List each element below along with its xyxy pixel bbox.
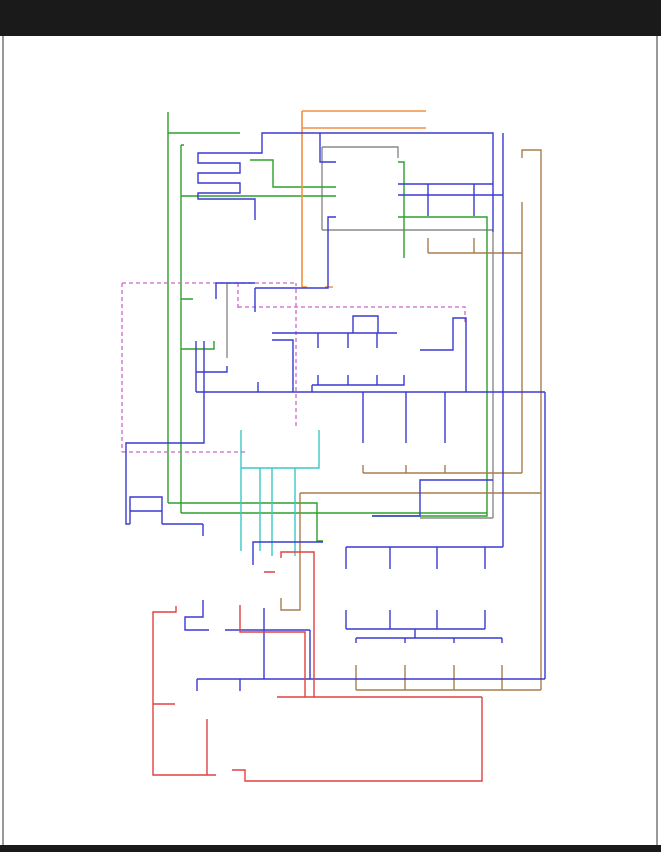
figure-header-bar	[0, 0, 661, 36]
page-border-left	[2, 36, 4, 845]
figure-footer-bar	[0, 845, 661, 852]
page-border-right	[656, 36, 658, 845]
